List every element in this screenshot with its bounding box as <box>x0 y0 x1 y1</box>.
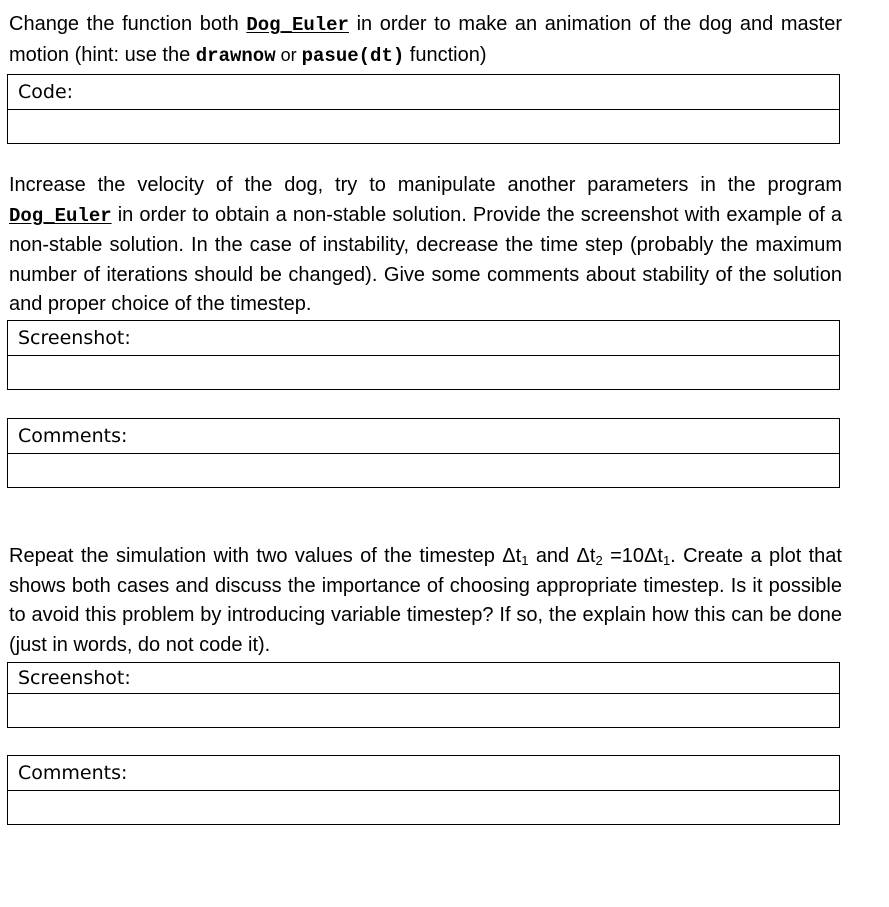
screenshot-answer-field[interactable] <box>8 694 839 727</box>
code-drawnow: drawnow <box>195 44 276 67</box>
instruction-text: Increase the velocity of the dog, try to manipulate another parameters in the program <box>9 174 842 196</box>
instruction-text: in order to make an animation of the dog and master motion (hint: use the <box>9 13 842 66</box>
comments-answer-box-2 <box>7 755 840 825</box>
code-function-name: Dog_Euler <box>9 204 112 227</box>
subscript: 2 <box>595 553 603 568</box>
screenshot-box-label: Screenshot: <box>8 321 839 356</box>
instruction-timestep <box>9 542 842 660</box>
instruction-text: function) <box>404 43 487 66</box>
instruction-animation <box>9 10 842 71</box>
instruction-text: in order to obtain a non-stable solution. Provide the screenshot with example of a non-stable solution. In the case of instability, decrease the time step (probably the maximum number of iterations should be changed). Give some comments about stability of the solution and proper choice of the timestep. <box>9 203 842 315</box>
code-function-name: Dog_Euler <box>246 14 349 36</box>
instruction-text: and Δt <box>528 545 596 567</box>
instruction-text: Repeat the simulation with two values of the timestep Δt <box>9 545 522 567</box>
code-answer-box <box>7 74 840 144</box>
comments-answer-field[interactable] <box>8 791 839 824</box>
subscript: 1 <box>662 553 671 568</box>
instruction-instability <box>9 171 842 320</box>
screenshot-answer-box <box>7 320 840 390</box>
subscript: 1 <box>521 553 529 568</box>
screenshot-answer-field[interactable] <box>8 356 839 389</box>
code-box-label: Code: <box>8 75 839 110</box>
comments-box-label: Comments: <box>8 756 839 791</box>
screenshot-box-label: Screenshot: <box>8 663 839 694</box>
instruction-text: =10Δt <box>602 545 663 567</box>
screenshot-answer-box-2 <box>7 662 840 728</box>
code-pause: pasue(dt) <box>301 44 405 67</box>
comments-answer-field[interactable] <box>8 454 839 487</box>
comments-answer-box <box>7 418 840 488</box>
instruction-text: or <box>275 44 302 65</box>
instruction-text: . Create a plot that shows both cases and discuss the importance of choosing appropriate timestep. Is it possible to avoid this problem by introducing variable timestep? If so, the explain how this can be done (just in words, do not code it). <box>9 545 842 656</box>
code-answer-field[interactable] <box>8 110 839 143</box>
comments-box-label: Comments: <box>8 419 839 454</box>
instruction-text: Change the function both <box>9 13 247 35</box>
